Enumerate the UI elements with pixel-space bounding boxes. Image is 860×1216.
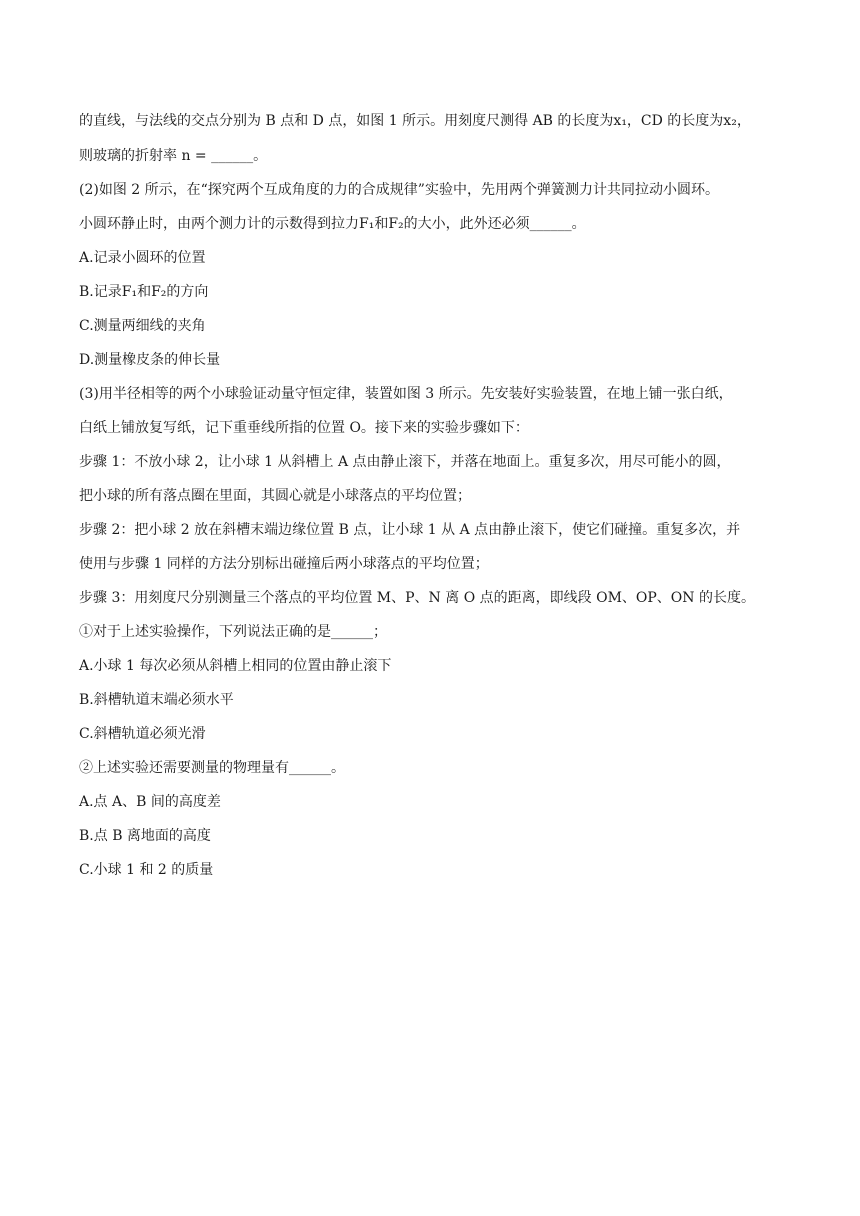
text-line: 把小球的所有落点圈在里面，其圆心就是小球落点的平均位置； — [79, 488, 471, 504]
option-c: C.小球 1 和 2 的质量 — [79, 862, 214, 878]
option-b: B.记录F₁和F₂的方向 — [79, 284, 209, 300]
step-1: 步骤 1：不放小球 2，让小球 1 从斜槽上 A 点由静止滚下，并落在地面上。重复多次，用尽可能小的圆， — [79, 454, 731, 470]
text-line: 使用与步骤 1 同样的方法分别标出碰撞后两小球落点的平均位置； — [79, 556, 489, 572]
text-line: 白纸上铺放复写纸，记下重垂线所指的位置 O。接下来的实验步骤如下： — [79, 420, 529, 436]
text-line: (2)如图 2 所示，在“探究两个互成角度的力的合成规律”实验中，先用两个弹簧测力计共同拉动小圆环。 — [79, 182, 719, 198]
option-c: C.斜槽轨道必须光滑 — [79, 726, 206, 742]
text-line: 则玻璃的折射率 n = ______。 — [79, 148, 268, 164]
text-line: 小圆环静止时，由两个测力计的示数得到拉力F₁和F₂的大小，此外还必须______。 — [79, 216, 586, 232]
option-b: B.斜槽轨道末端必须水平 — [79, 692, 234, 708]
question-1: ①对于上述实验操作，下列说法正确的是______； — [79, 624, 387, 640]
step-2: 步骤 2：把小球 2 放在斜槽末端边缘位置 B 点，让小球 1 从 A 点由静止滚下，使它们碰撞。重复多次，并 — [79, 522, 741, 538]
option-b: B.点 B 离地面的高度 — [79, 828, 211, 844]
option-a: A.点 A、B 间的高度差 — [79, 794, 221, 810]
option-c: C.测量两细线的夹角 — [79, 318, 206, 334]
step-3: 步骤 3：用刻度尺分别测量三个落点的平均位置 M、P、N 离 O 点的距离，即线段 OM、OP、ON 的长度。 — [79, 590, 755, 606]
text-line: 的直线，与法线的交点分别为 B 点和 D 点，如图 1 所示。用刻度尺测得 AB 的长度为x₁，CD 的长度为x₂， — [79, 113, 751, 129]
text-line: (3)用半径相等的两个小球验证动量守恒定律，装置如图 3 所示。先安装好实验装置，在地上铺一张白纸， — [79, 386, 733, 402]
question-2: ②上述实验还需要测量的物理量有______。 — [79, 760, 345, 776]
option-a: A.记录小圆环的位置 — [79, 250, 206, 266]
option-a: A.小球 1 每次必须从斜槽上相同的位置由静止滚下 — [79, 658, 392, 674]
option-d: D.测量橡皮条的伸长量 — [79, 352, 221, 368]
